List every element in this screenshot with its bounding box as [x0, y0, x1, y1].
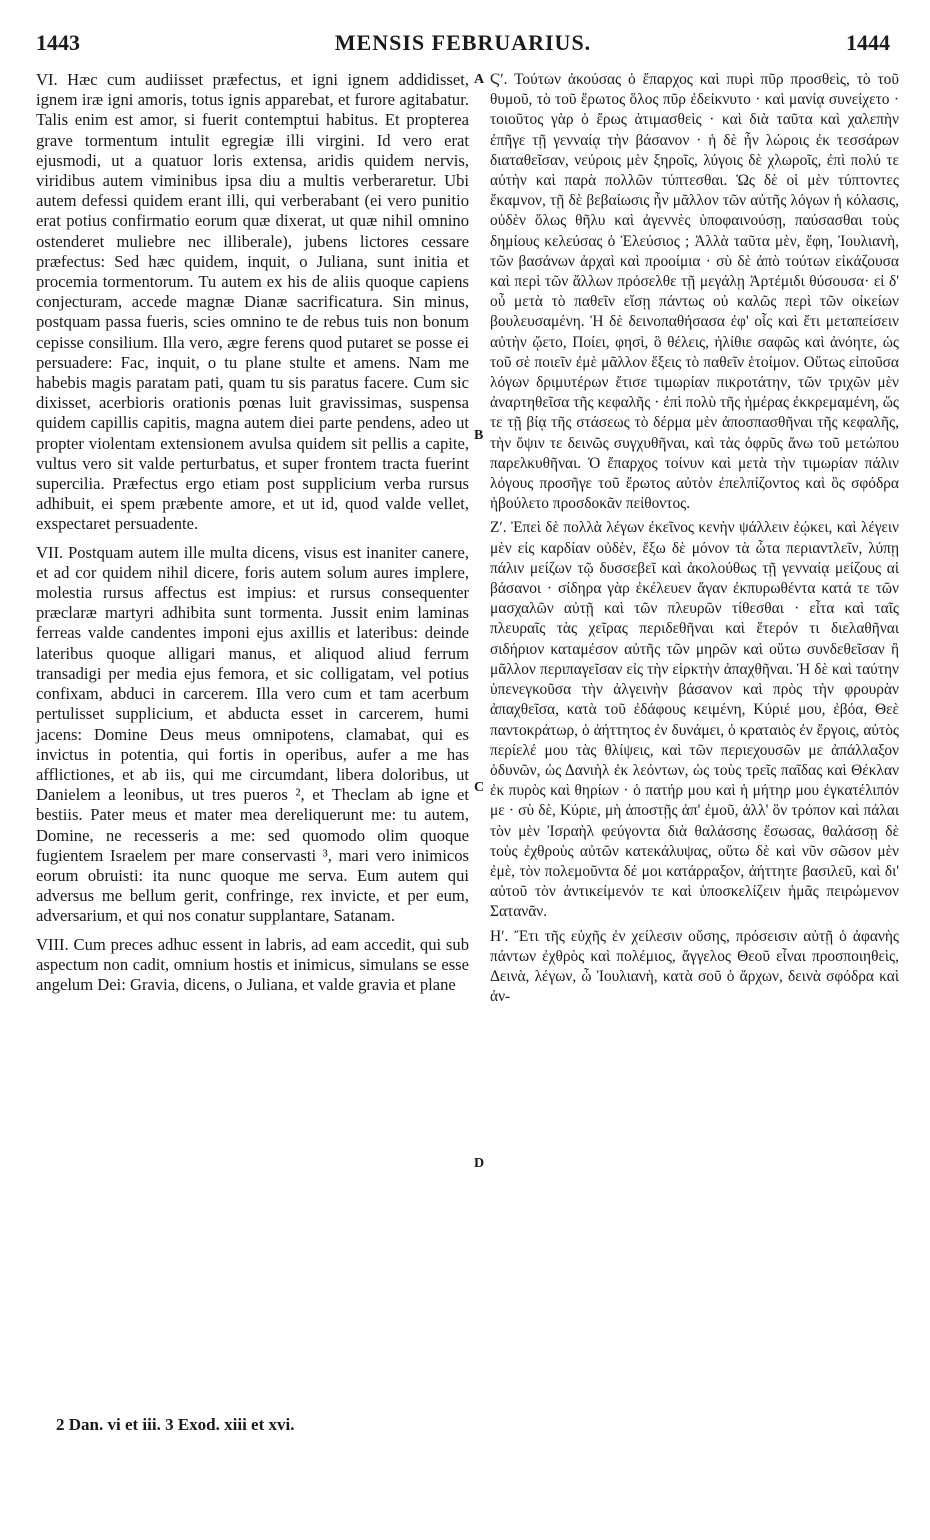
latin-section-viii: VIII. Cum preces adhuc essent in labris, ad eam accedit, qui sub aspectum non cadit, omnium hostis et inimicus, simulans se esse angelum Dei: Gravia, dicens, o Juliana, et valde gravia et plane — [36, 934, 469, 994]
margin-marker-b: B — [474, 428, 484, 443]
greek-section-6: Ϛʹ. Τούτων ἀκούσας ὁ ἔπαρχος καὶ πυρὶ πῦρ προσθεὶς, τὸ τοῦ θυμοῦ, τὸ τοῦ ἔρωτος ὅλος πῦρ ἐδείκνυτο · καὶ μανίᾳ συνείχετο · τοιοῦτος γὰρ ὁ ἔρως ἀτιμασθεὶς · καὶ διὰ ταῦτα καὶ χαλεπὴν ἐπῆγε τῇ γενναίᾳ τὴν βάσανον · ἡ δὲ ἦν λώροις ἐκ τεσσάρων διαταθεῖσαν, νεύροις μὲν ξηροῖς, λύγοις δὲ χλωροῖς, ἐπὶ πολύ τε αὐτὴν καὶ παρὰ πολλῶν τύπτεσθαι. Ὡς δὲ οἱ μὲν τύπτοντες ἔκαμνον, τῇ δὲ βεβαίωσις ἦν μᾶλλον τῶν αὐτῆς λόγων ἡ κόλασις, οὐδὲν ὅλως θῆλυ καὶ ἀγεννὲς ὑποφαινούσῃ, παύσασθαι τοὺς δημίους κελεύσας ὁ Ἐλεύσιος ; Ἀλλὰ ταῦτα μὲν, ἔφη, Ἰουλιανὴ, τῶν βασάνων ἀρχαὶ καὶ προοίμια · σὺ δὲ ἀπὸ τούτων εἰκάζουσα καὶ περὶ τῶν ἄλλων πρόσελθε τῇ μεγάλῃ Ἀρτέμιδι θύσουσα· εἰ δ' οὖ μετὰ τὸ παθεῖν εἴσῃ πάντως οὐ καλῶς περὶ τῶν οἰκείων βουλευσαμένη. Ἡ δὲ δεινοπαθήσασα ἐφ' οἷς καὶ ἔτι μεταπείσειν αὐτὴν ᾤετο, Ποίει, φησὶ, ὃ θέλεις, ἠλίθιε σαφῶς καὶ ἀνόητε, ὡς τοῦ σὲ ποιεῖν ἐμὲ μᾶλλον ἕξεις τὸ παθεῖν ἑτοίμον. Οὕτως εἰποῦσα λόγων δριμυτέρων ἔτισε τιμωρίαν πικροτάτην, τῶν τριχῶν μὲν ἀναρτηθεῖσα τῆς κεφαλῆς · ἐπὶ πολὺ τῆς ἡμέρας ἐκκρεμαμένη, ὥς τε τῇ βίᾳ τῆς στάσεως τὸ δέρμα μὲν ἀποσπασθῆναι τῆς κεφαλῆς, τὴν ὄψιν τε δεινῶς συγχυθῆναι, καὶ τὰς ὀφρῦς ἄνω τοῦ μετώπου παρελκυθῆναι. Ὁ ἔπαρχος τοίνυν καὶ μετὰ τὴν τιμωρίαν πάλιν λόγους προσῆγε τοῦ ἔρωτος αὐτὸν ἐπελπίζοντος καὶ ὃς σφόδρα ἠβούλετο προσδοκᾶν πείθοντος. — [490, 71, 899, 513]
page-number-right: 1444 — [846, 30, 890, 55]
greek-column — [490, 70, 899, 1007]
latin-section-vi: VI. Hæc cum audiisset præfectus, et igni ignem addidisset, ignem iræ igni amoris, totus ignis apparebat, et furore agitabatur. Talis enim est amor, si fuerit contemptui habitus. Et propterea grave tormentum intulit egregiæ illi virgini. Id vero erat ejusmodi, ut a quatuor loris extensa, aridis quidem nervis, viridibus autem viminibus ipsa diu a multis verberaretur. Ubi autem defessi quidem erant illi, qui verberabant (ei vero punitio erat potius confirmatio eorum quæ dixerat, ut quæ nihil omnino ostenderet muliebre nec illiberale), jubens lictores cessare præfectus: Sed hæc quidem, inquit, o Juliana, sunt initia et procemia tormentorum. Tu autem ex his de aliis quoque capiens conjecturam, accede magnæ Dianæ sacrificatura. Sin minus, postquam passa fueris, scies omnino te de rebus tuis non bonum cepisse consilium. Illa vero, ægre ferens quod putaret se posse ei persuadere: Fac, inquit, o tu plane stulte et amens. Nam me habebis magis paratam pati, quam tu sis paratus facere. Cum sic dixisset, acerbioris orationis pœnas luit gravissimas, suspensa quidem capillis capitis, magna autem diei parte pendens, adeo ut propter violentam extensionem avulsa quidem sit pellis a capite, vultus vero sit valde perturbatus, et super frontem tracta fuerint supercilia. Præfectus ergo etiam post supplicium verba rursus adhibuit, ei spem præbente amore, et ut id, quod valde vellet, exspectaret persuadente. — [36, 70, 469, 534]
margin-marker-d: D — [474, 1156, 485, 1171]
running-header — [36, 30, 890, 60]
running-title: MENSIS FEBRUARIUS. — [334, 30, 592, 55]
greek-section-8: Ηʹ. Ἔτι τῆς εὐχῆς ἐν χείλεσιν οὔσης, πρόσεισιν αὐτῇ ὁ ἀφανὴς πάντων ἐχθρὸς καὶ πολέμιος, ἄγγελος Θεοῦ εἶναι προσποιηθεὶς, Δεινὰ, λέγων, ὦ Ἰουλιανὴ, κατὰ σοῦ ὁ ἄρχων, δεινὰ σφόδρα καὶ ἀν- — [490, 927, 899, 1006]
footnotes: 2 Dan. vi et iii. 3 Exod. xiii et xvi. — [56, 1415, 295, 1434]
margin-marker-a: A — [474, 72, 485, 87]
latin-section-vii: VII. Postquam autem ille multa dicens, visus est inaniter canere, et ad cor quidem nihil dicere, foris autem solum aures implere, molestia rursus affectus est impius: et rursus consequenter præclaræ martyri adhibita sunt tormenta. Jussit enim laminas ferreas valde candentes imponi ejus axillis et lateribus: deinde lateribus quoque alligari manus, et aliquod aliud ferrum transadigi per media ejus femora, et sic colligatam, vel potius confixam, abduci in carcerem. Illa vero cum et tam acerbum pertulisset supplicium, et abducta esset in carcerem, humi jacens: Domine Deus meus omnipotens, clamabat, qui es invictus in potentia, qui fortis in operibus, aufer a me has afflictiones, et ab iis, qui me circumdant, libera doloribus, ut Danielem a leonibus, ut tres pueros ², et Theclam ab igne et bestiis. Pater meus et mater mea dereliquerunt me: tu autem, Domine, ne recesseris a me: sed quomodo olim quoque fugientem Israelem per mare conservasti ³, mari vero inimicos eorum obruisti: ita nunc quoque me serva. Eum autem qui adversus me bellum gerit, confringe, rex invicte, et per eum, adversarium, et qui nos conatur supplantare, Satanam. — [36, 542, 469, 926]
page-number-left: 1443 — [36, 30, 80, 55]
latin-column — [36, 70, 469, 995]
greek-section-7: Ζʹ. Ἐπεὶ δὲ πολλὰ λέγων ἐκεῖνος κενὴν ψάλλειν ἐῴκει, καὶ λέγειν μὲν εἰς καρδίαν οὐδὲν, ἔξω δὲ μόνον τὰ ὦτα περιαντλεῖν, λύπῃ πάλιν μείζων τῷ δυσσεβεῖ καὶ ἀκολούθως τῇ γενναίᾳ μείζους αἱ βάσανοι · σίδηρα γὰρ ἐκέλευεν ἄγαν ἐκπυρωθέντα κατά τε τῶν μασχαλῶν αὐτῇ καὶ τῶν πλευρῶν τίθεσθαι · εἶτα καὶ ταῖς πλευραῖς τὰς χεῖρας περιδεθῆναι καὶ ἕτερόν τι διελαθῆναι σιδήριον καταμέσον αὐτῆς τῶν μηρῶν καὶ οὕτω συνδεθεῖσαν ἢ μᾶλλον περιπαγεῖσαν εἰς τὴν εἱρκτὴν ἀπαχθῆναι. Ἡ δὲ καὶ ταύτην ὑπενεγκοῦσα τὴν ἀλγεινὴν βάσανον καὶ πρὸς τὴν φρουρὰν ἀπαχθεῖσα, κατὰ τοῦ ἐδάφους κειμένη, Κύριέ μου, ἐβόα, Θεὲ παντοκράτωρ, ὁ ἀήττητος ἐν δυνάμει, ὁ κραταιὸς ἐν ἔργοις, αὐτὸς περίελέ μου τὰς θλίψεις, καὶ τῶν περιεχουσῶν με ἀπάλλαξον ὀδυνῶν, ὡς Δανιὴλ ἐκ λεόντων, ὡς τοὺς τρεῖς παῖδας καὶ Θέκλαν ἐκ πυρὸς καὶ θηρίων · ὁ πατήρ μου καὶ ἡ μήτηρ μου ἐγκατέλιπόν με · σὺ δὲ, Κύριε, μὴ ἀποστῇς ἀπ' ἐμοῦ, ἀλλ' ὃν τρόπον καὶ πάλαι τὸν μὲν Ἰσραὴλ φεύγοντα διὰ θαλάσσης ἔσωσας, θαλάσσῃ δὲ τοὺς ἐχθροὺς αὐτῶν κατεκάλυψας, οὕτω δὲ καὶ νῦν σῶσον μὲν ἐμὲ, τὸν πολεμοῦντα δέ μοι κατάρραξον, ἀήττητε βασιλεῦ, καὶ δι' αὐτοῦ τὸν ἀντικείμενόν τε καὶ ὑποσκελίζειν ἡμᾶς πειρώμενον Σατανᾶν. — [490, 519, 899, 921]
margin-marker-c: C — [474, 780, 485, 795]
